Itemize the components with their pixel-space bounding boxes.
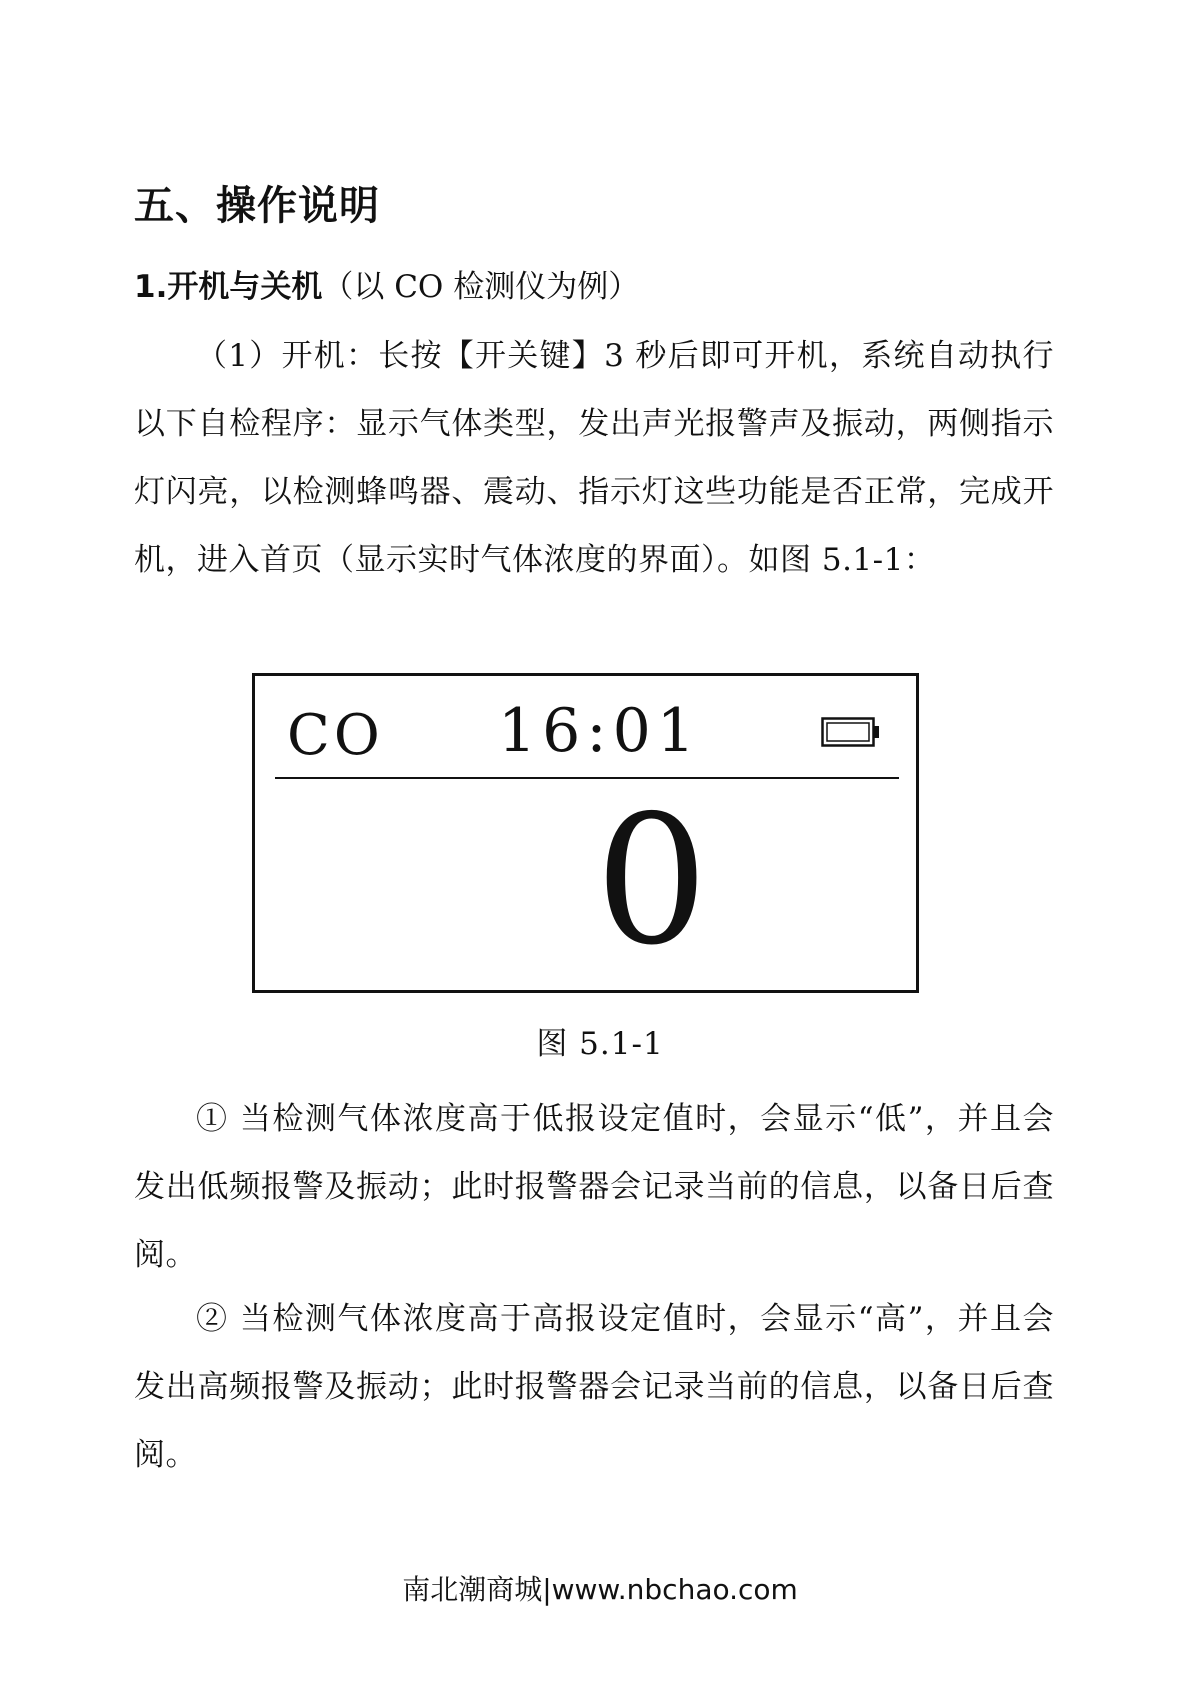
paragraph-low-alarm: ① 当检测气体浓度高于低报设定值时，会显示“低”，并且会发出低频报警及振动；此时报警器会记录当前的信息，以备日后查阅。 xyxy=(134,1101,1054,1273)
battery-empty-icon xyxy=(821,717,881,747)
device-screen-figure xyxy=(252,673,919,993)
subsection-heading xyxy=(134,265,639,309)
figure-caption: 图 5.1-1 xyxy=(536,1026,664,1062)
screen-divider xyxy=(275,777,899,779)
paragraph-high-alarm: ② 当检测气体浓度高于高报设定值时，会显示“高”，并且会发出高频报警及振动；此时报警器会记录当前的信息，以备日后查阅。 xyxy=(134,1301,1054,1473)
subsection-number-title: 1.开机与关机 xyxy=(134,269,323,305)
gas-concentration-reading: 0 xyxy=(595,777,709,984)
footer-watermark: 南北潮商城|www.nbchao.com xyxy=(402,1573,798,1606)
paragraph-power-on: （1）开机：长按【开关键】3 秒后即可开机，系统自动执行以下自检程序：显示气体类型，发出声光报警声及振动，两侧指示灯闪亮，以检测蜂鸣器、震动、指示灯这些功能是否正常，完成开机，进入首页（显示实时气体浓度的界面）。如图 5.1-1： xyxy=(134,338,1054,578)
section-title: 五、操作说明 xyxy=(134,183,380,229)
subsection-note: （以 CO 检测仪为例） xyxy=(322,269,640,305)
gas-type-label: CO xyxy=(287,703,384,768)
clock-readout: 16:01 xyxy=(498,696,701,766)
